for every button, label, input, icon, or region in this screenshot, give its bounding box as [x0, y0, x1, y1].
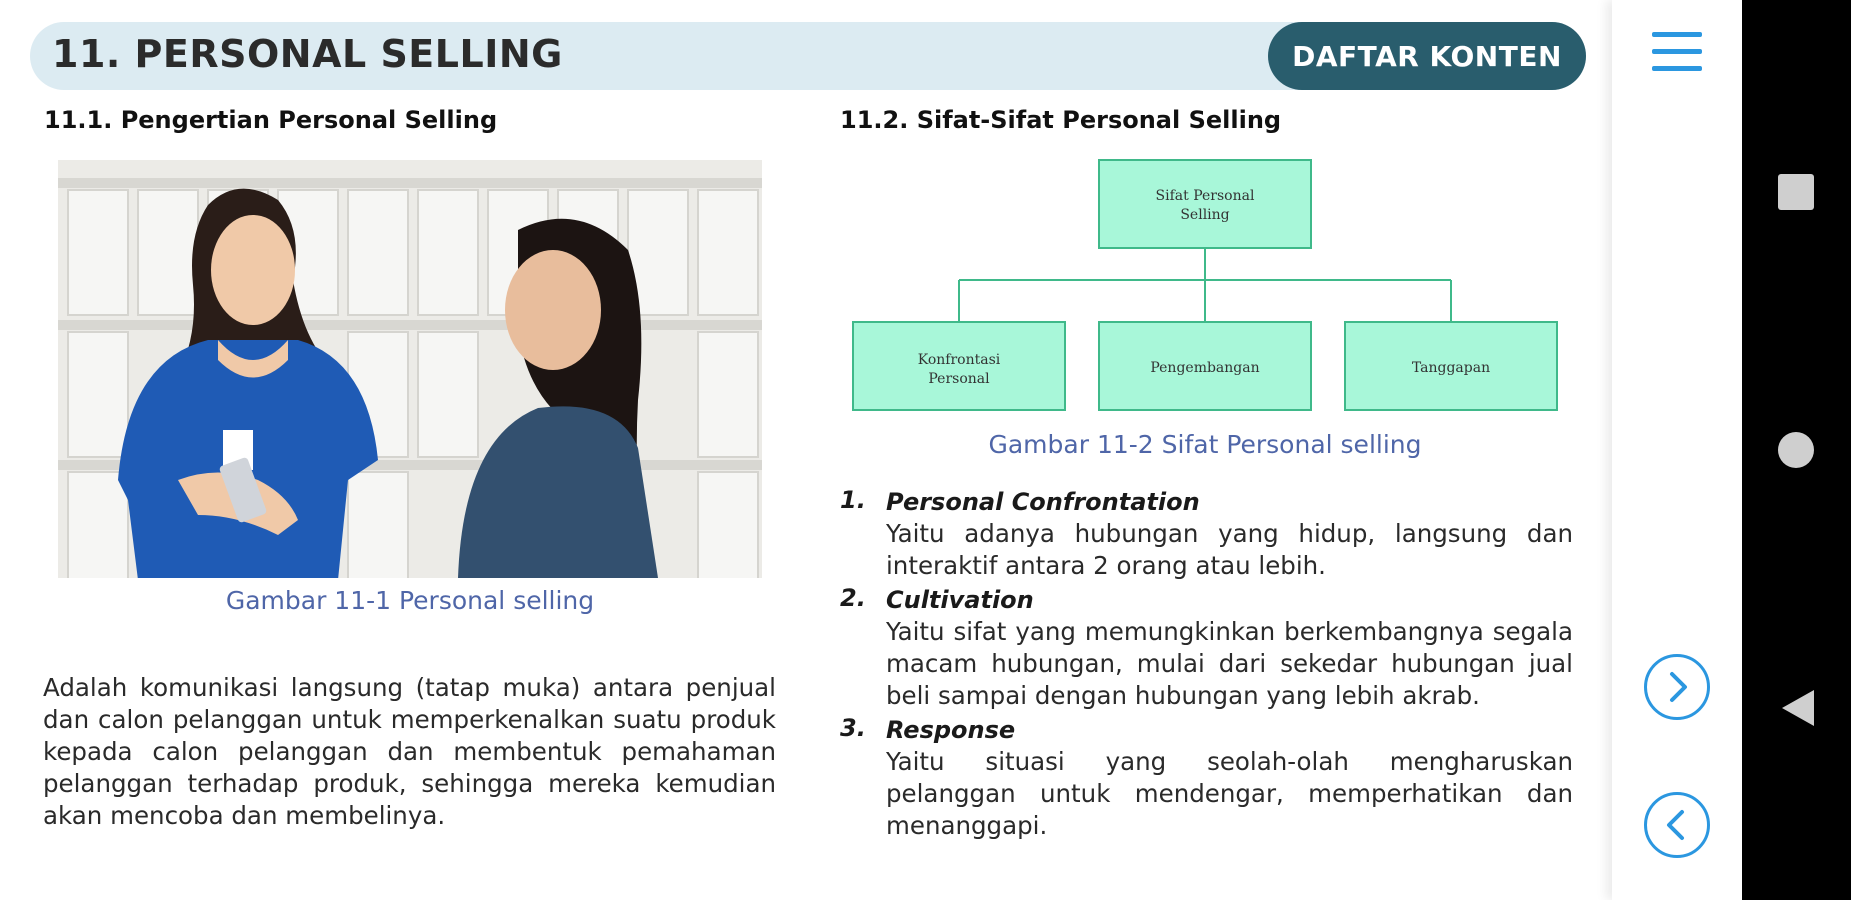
figure-caption-1: Gambar 11-1 Personal selling [225, 586, 595, 615]
circle-home-icon[interactable] [1778, 432, 1814, 468]
page-title: 11. PERSONAL SELLING [52, 32, 563, 76]
definition-paragraph: Adalah komunikasi langsung (tatap muka) antara penjual dan calon pelanggan untuk memperkenalkan suatu produk kepada calon pelanggan dan membentuk pemahaman pelanggan terhadap produk, sehingga mereka kemudian akan mencoba dan membelinya. [43, 673, 776, 830]
list-item-description: Yaitu sifat yang memungkinkan berkembangnya segala macam hubungan, mulai dari sekedar hubungan jual beli sampai dengan hubungan yang lebih akrab. [886, 617, 1573, 710]
diagram-child3-label: Tanggapan [1411, 360, 1491, 376]
figure-caption-2: Gambar 11-2 Sifat Personal selling [988, 430, 1422, 459]
list-item [840, 486, 1573, 582]
square-recents-icon[interactable] [1778, 174, 1814, 210]
list-item-title: Personal Confrontation [886, 488, 1200, 516]
header-bar [30, 22, 1586, 90]
list-item-description: Yaitu adanya hubungan yang hidup, langsung dan interaktif antara 2 orang atau lebih. [886, 519, 1573, 580]
section-heading-definition: 11.1. Pengertian Personal Selling [44, 106, 498, 134]
chevron-right-icon [1647, 657, 1707, 717]
next-page-button[interactable] [1644, 654, 1710, 720]
diagram-child1-label-1: Konfrontasi [917, 352, 1001, 368]
characteristics-list [840, 486, 1573, 844]
chevron-left-icon [1647, 795, 1707, 855]
list-item-description: Yaitu situasi yang seolah-olah mengharuskan pelanggan untuk mendengar, memperhatikan dan menanggapi. [886, 747, 1573, 840]
list-item-title: Response [886, 716, 1016, 744]
table-of-contents-button[interactable]: DAFTAR KONTEN [1268, 22, 1586, 90]
list-item-number: 3. [840, 714, 866, 742]
list-item-title: Cultivation [886, 586, 1034, 614]
previous-page-button[interactable] [1644, 792, 1710, 858]
characteristics-diagram [852, 158, 1558, 414]
list-item-number: 2. [840, 584, 866, 612]
diagram-child1-label-2: Personal [928, 371, 990, 387]
list-item [840, 714, 1573, 842]
list-item-number: 1. [840, 486, 866, 514]
list-item [840, 584, 1573, 712]
system-navigation-bar [1742, 0, 1851, 900]
side-navigation-panel [1612, 0, 1742, 900]
diagram-connectors [959, 248, 1451, 322]
diagram-child2-label: Pengembangan [1150, 360, 1260, 376]
diagram-root-label-2: Selling [1180, 207, 1230, 223]
diagram-root-box [1099, 160, 1311, 248]
personal-selling-photo [58, 160, 762, 578]
hamburger-menu-icon[interactable] [1652, 32, 1702, 72]
section-heading-characteristics: 11.2. Sifat-Sifat Personal Selling [840, 106, 1282, 134]
triangle-back-icon[interactable] [1780, 688, 1816, 728]
diagram-root-label-1: Sifat Personal [1155, 188, 1255, 204]
